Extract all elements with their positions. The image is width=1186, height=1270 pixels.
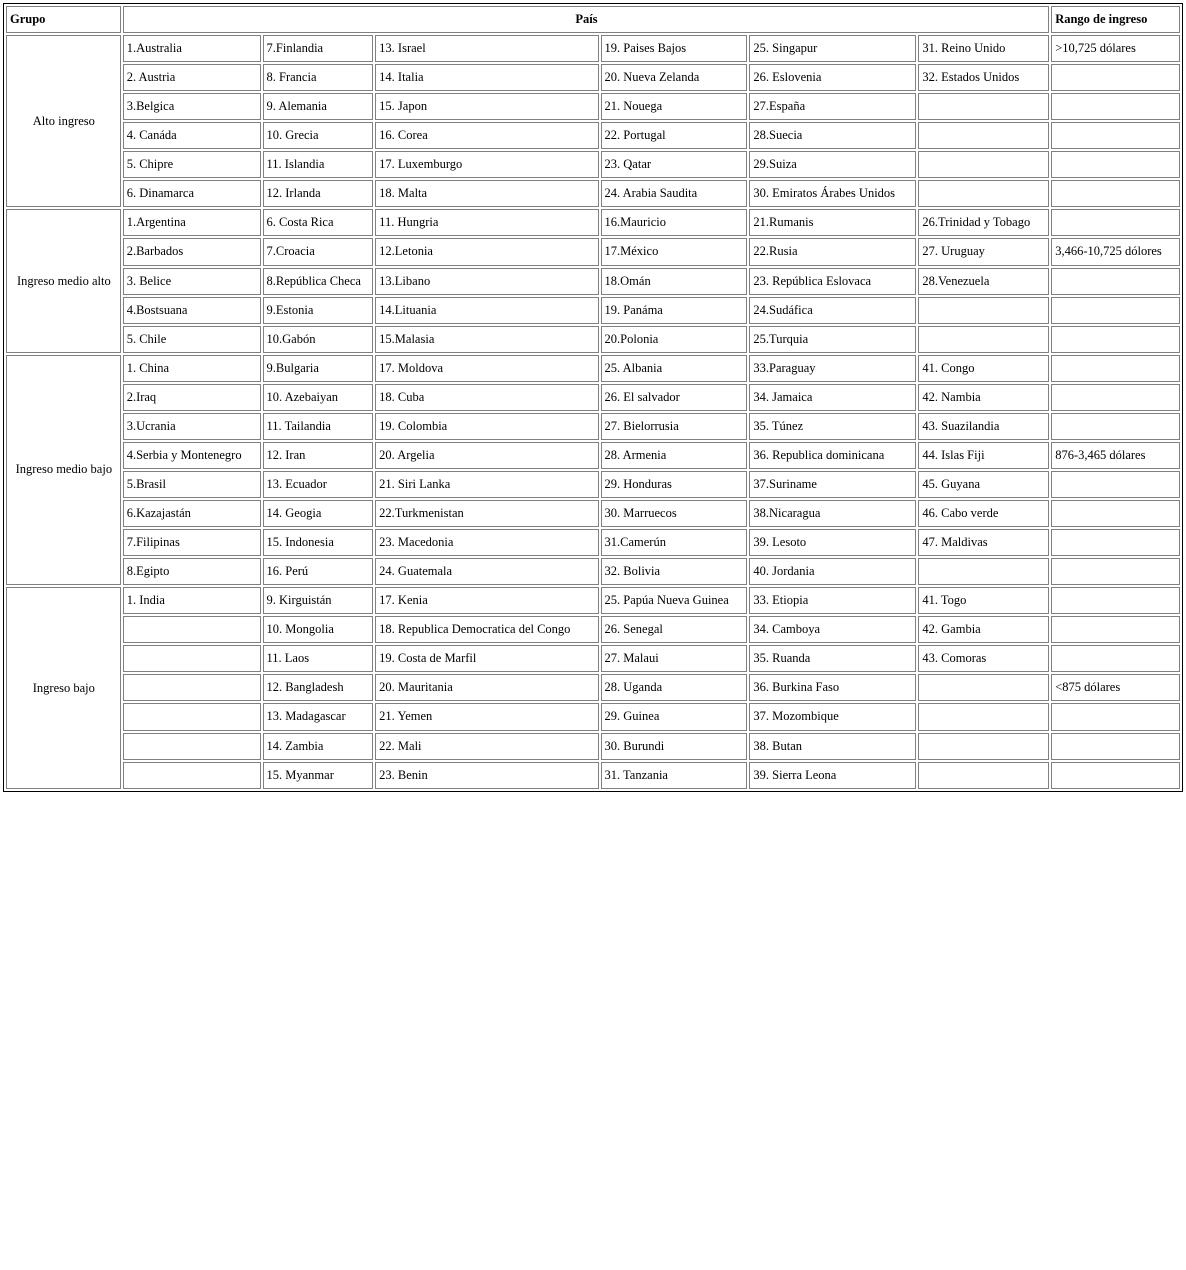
income-range-cell [1051,413,1180,440]
country-cell: 26. El salvador [601,384,748,411]
country-cell: 2. Austria [123,64,261,91]
country-cell: 28.Suecia [749,122,916,149]
table-row [6,762,1180,789]
country-cell: 17. Kenia [375,587,598,614]
country-cell: 19. Panáma [601,297,748,324]
country-cell: 9.Estonia [263,297,374,324]
country-cell [918,93,1049,120]
country-cell: 39. Lesoto [749,529,916,556]
country-cell: 31. Tanzania [601,762,748,789]
country-cell [918,703,1049,730]
country-cell: 39. Sierra Leona [749,762,916,789]
country-cell: 14.Lituania [375,297,598,324]
country-cell [918,558,1049,585]
country-cell: 21.Rumanis [749,209,916,236]
country-cell: 24. Arabia Saudita [601,180,748,207]
country-cell: 28.Venezuela [918,268,1049,295]
country-cell: 1. China [123,355,261,382]
country-cell: 25. Papúa Nueva Guinea [601,587,748,614]
country-cell: 7.Croacia [263,238,374,265]
income-range-cell [1051,529,1180,556]
country-cell: 47. Maldivas [918,529,1049,556]
country-cell: 45. Guyana [918,471,1049,498]
country-cell: 38. Butan [749,733,916,760]
table-row [6,93,1180,120]
income-range-cell [1051,180,1180,207]
country-cell: 24.Sudáfica [749,297,916,324]
header-grupo: Grupo [6,6,121,33]
country-cell: 11. Hungria [375,209,598,236]
income-range-cell [1051,500,1180,527]
table-row [6,471,1180,498]
country-cell: 41. Congo [918,355,1049,382]
country-cell [918,180,1049,207]
table-row [6,413,1180,440]
group-name-cell: Ingreso bajo [6,587,121,789]
country-cell: 14. Zambia [263,733,374,760]
income-range-cell [1051,587,1180,614]
income-range-cell [1051,297,1180,324]
country-cell: 27.España [749,93,916,120]
income-range-cell: 876-3,465 dólares [1051,442,1180,469]
income-range-cell: <875 dólares [1051,674,1180,701]
country-cell: 22.Turkmenistan [375,500,598,527]
country-cell: 18.Omán [601,268,748,295]
country-cell: 25.Turquia [749,326,916,353]
country-cell: 9. Alemania [263,93,374,120]
country-cell: 23. República Eslovaca [749,268,916,295]
income-range-cell [1051,384,1180,411]
table-row [6,645,1180,672]
country-cell: 10. Grecia [263,122,374,149]
country-cell: 42. Nambia [918,384,1049,411]
income-range-cell [1051,733,1180,760]
country-cell: 43. Suazilandia [918,413,1049,440]
table-row [6,326,1180,353]
country-cell: 30. Emiratos Árabes Unidos [749,180,916,207]
country-cell: 11. Islandia [263,151,374,178]
income-range-cell: >10,725 dólares [1051,35,1180,62]
country-cell [918,297,1049,324]
income-range-cell [1051,326,1180,353]
country-cell: 9. Kirguistán [263,587,374,614]
country-cell: 37. Mozombique [749,703,916,730]
country-cell: 10.Gabón [263,326,374,353]
country-cell: 19. Colombia [375,413,598,440]
income-groups-table [3,3,1183,792]
country-cell: 8. Francia [263,64,374,91]
country-cell: 7.Filipinas [123,529,261,556]
table-row [6,587,1180,614]
country-cell [918,733,1049,760]
table-row [6,238,1180,265]
income-range-cell [1051,151,1180,178]
country-cell: 22. Mali [375,733,598,760]
country-cell: 6. Costa Rica [263,209,374,236]
country-cell [123,762,261,789]
country-cell: 28. Armenia [601,442,748,469]
table-row [6,674,1180,701]
country-cell [123,645,261,672]
country-cell: 8.Egipto [123,558,261,585]
country-cell: 5. Chile [123,326,261,353]
country-cell: 2.Iraq [123,384,261,411]
country-cell: 22. Portugal [601,122,748,149]
country-cell: 12. Iran [263,442,374,469]
country-cell: 15. Japon [375,93,598,120]
table-row [6,703,1180,730]
country-cell: 14. Geogia [263,500,374,527]
group-name-cell: Ingreso medio bajo [6,355,121,586]
header-rango: Rango de ingreso [1051,6,1180,33]
table-row [6,355,1180,382]
country-cell: 28. Uganda [601,674,748,701]
country-cell: 27. Bielorrusia [601,413,748,440]
income-range-cell [1051,645,1180,672]
income-range-cell [1051,762,1180,789]
country-cell: 23. Qatar [601,151,748,178]
table-row [6,616,1180,643]
table-row [6,122,1180,149]
country-cell: 15. Indonesia [263,529,374,556]
country-cell: 18. Malta [375,180,598,207]
country-cell: 20. Mauritania [375,674,598,701]
country-cell: 33. Etiopia [749,587,916,614]
country-cell: 18. Republica Democratica del Congo [375,616,598,643]
table-row [6,297,1180,324]
country-cell: 15. Myanmar [263,762,374,789]
country-cell: 4.Bostsuana [123,297,261,324]
table-row [6,64,1180,91]
country-cell: 3.Ucrania [123,413,261,440]
table-body [6,35,1180,789]
country-cell: 29. Honduras [601,471,748,498]
country-cell: 9.Bulgaria [263,355,374,382]
country-cell: 30. Marruecos [601,500,748,527]
country-cell [918,762,1049,789]
country-cell: 2.Barbados [123,238,261,265]
country-cell: 29. Guinea [601,703,748,730]
country-cell: 4.Serbia y Montenegro [123,442,261,469]
country-cell: 22.Rusia [749,238,916,265]
table-row [6,268,1180,295]
header-pais: País [123,6,1050,33]
country-cell: 36. Burkina Faso [749,674,916,701]
table-row [6,384,1180,411]
country-cell [918,674,1049,701]
income-range-cell [1051,93,1180,120]
country-cell: 23. Macedonia [375,529,598,556]
country-cell: 26. Senegal [601,616,748,643]
country-cell: 31.Camerún [601,529,748,556]
country-cell: 42. Gambia [918,616,1049,643]
country-cell: 6.Kazajastán [123,500,261,527]
country-cell: 26. Eslovenia [749,64,916,91]
country-cell [123,616,261,643]
country-cell: 34. Camboya [749,616,916,643]
country-cell [123,674,261,701]
country-cell: 19. Costa de Marfil [375,645,598,672]
group-name-cell: Ingreso medio alto [6,209,121,352]
table-row [6,151,1180,178]
country-cell: 46. Cabo verde [918,500,1049,527]
income-range-cell: 3,466-10,725 dólores [1051,238,1180,265]
income-range-cell [1051,471,1180,498]
income-range-cell [1051,64,1180,91]
country-cell: 20.Polonia [601,326,748,353]
country-cell [918,122,1049,149]
table-row [6,35,1180,62]
header-row [6,6,1180,33]
country-cell [123,703,261,730]
country-cell: 15.Malasia [375,326,598,353]
income-range-cell [1051,355,1180,382]
country-cell: 12. Irlanda [263,180,374,207]
country-cell: 13. Ecuador [263,471,374,498]
country-cell: 5. Chipre [123,151,261,178]
country-cell: 37.Suriname [749,471,916,498]
country-cell: 25. Albania [601,355,748,382]
country-cell: 7.Finlandia [263,35,374,62]
country-cell: 10. Mongolia [263,616,374,643]
country-cell: 36. Republica dominicana [749,442,916,469]
country-cell: 21. Nouega [601,93,748,120]
country-cell: 33.Paraguay [749,355,916,382]
country-cell: 1.Australia [123,35,261,62]
table-row [6,180,1180,207]
country-cell: 17. Luxemburgo [375,151,598,178]
country-cell: 13. Madagascar [263,703,374,730]
country-cell: 26.Trinidad y Tobago [918,209,1049,236]
income-range-cell [1051,268,1180,295]
country-cell: 24. Guatemala [375,558,598,585]
country-cell: 5.Brasil [123,471,261,498]
country-cell: 18. Cuba [375,384,598,411]
country-cell: 11. Tailandia [263,413,374,440]
income-range-cell [1051,209,1180,236]
country-cell: 16.Mauricio [601,209,748,236]
country-cell: 12.Letonia [375,238,598,265]
country-cell: 12. Bangladesh [263,674,374,701]
country-cell: 13.Libano [375,268,598,295]
table-row [6,558,1180,585]
income-range-cell [1051,703,1180,730]
country-cell: 14. Italia [375,64,598,91]
country-cell: 8.República Checa [263,268,374,295]
country-cell: 13. Israel [375,35,598,62]
country-cell: 4. Canáda [123,122,261,149]
country-cell: 6. Dinamarca [123,180,261,207]
table-row [6,733,1180,760]
country-cell: 25. Singapur [749,35,916,62]
income-range-cell [1051,122,1180,149]
income-range-cell [1051,616,1180,643]
country-cell: 1.Argentina [123,209,261,236]
country-cell: 31. Reino Unido [918,35,1049,62]
country-cell [918,326,1049,353]
country-cell: 40. Jordania [749,558,916,585]
table-row [6,529,1180,556]
table-row [6,442,1180,469]
country-cell: 41. Togo [918,587,1049,614]
country-cell: 17.México [601,238,748,265]
country-cell: 16. Corea [375,122,598,149]
country-cell [123,733,261,760]
country-cell: 43. Comoras [918,645,1049,672]
country-cell: 32. Estados Unidos [918,64,1049,91]
country-cell: 30. Burundi [601,733,748,760]
country-cell: 27. Malaui [601,645,748,672]
country-cell: 35. Túnez [749,413,916,440]
country-cell: 29.Suiza [749,151,916,178]
country-cell: 17. Moldova [375,355,598,382]
income-range-cell [1051,558,1180,585]
country-cell: 23. Benin [375,762,598,789]
country-cell: 38.Nicaragua [749,500,916,527]
country-cell: 35. Ruanda [749,645,916,672]
country-cell: 21. Yemen [375,703,598,730]
group-name-cell: Alto ingreso [6,35,121,207]
country-cell: 3. Belice [123,268,261,295]
country-cell: 19. Paises Bajos [601,35,748,62]
country-cell: 3.Belgica [123,93,261,120]
country-cell: 34. Jamaica [749,384,916,411]
country-cell: 20. Nueva Zelanda [601,64,748,91]
country-cell: 27. Uruguay [918,238,1049,265]
country-cell: 21. Siri Lanka [375,471,598,498]
country-cell: 16. Perú [263,558,374,585]
country-cell: 20. Argelia [375,442,598,469]
country-cell: 44. Islas Fiji [918,442,1049,469]
table-row [6,500,1180,527]
table-row [6,209,1180,236]
country-cell: 11. Laos [263,645,374,672]
country-cell: 1. India [123,587,261,614]
country-cell [918,151,1049,178]
country-cell: 10. Azebaiyan [263,384,374,411]
country-cell: 32. Bolivia [601,558,748,585]
